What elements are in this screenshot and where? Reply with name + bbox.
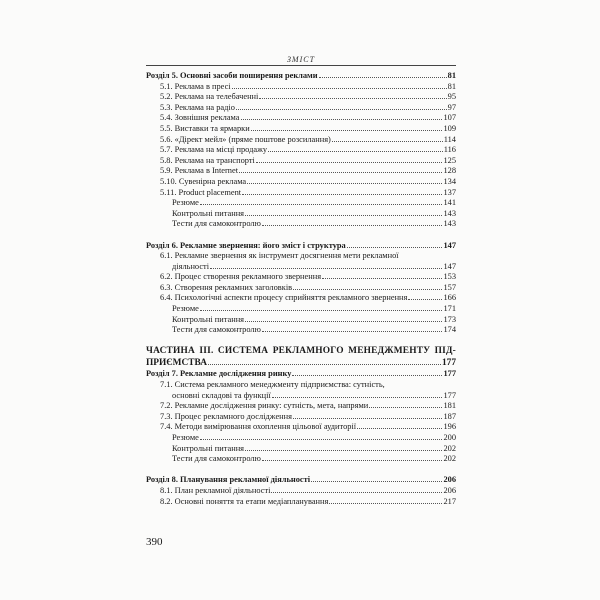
toc-entry-title: 8.1. План рекламної діяльності xyxy=(160,485,271,495)
toc-entry xyxy=(146,198,456,209)
toc-entry xyxy=(146,156,456,167)
toc-entry-title: Резюме xyxy=(172,433,199,442)
toc-entry xyxy=(146,209,456,220)
toc-entry xyxy=(146,103,456,114)
toc-entry-title: 6.2. Процес створення рекламного звернення xyxy=(160,272,322,282)
toc-entry-page: 81 xyxy=(447,71,456,80)
toc-leader-dots xyxy=(241,114,443,120)
toc-entry xyxy=(146,283,456,294)
toc-entry xyxy=(146,444,456,455)
toc-entry xyxy=(146,358,456,370)
toc-leader-dots xyxy=(292,370,442,376)
toc-leader-dots xyxy=(329,498,442,504)
toc-entry-title: Розділ 7. Рекламне дослідження ринку xyxy=(146,369,292,379)
toc-entry-page: 187 xyxy=(443,411,456,421)
toc-entry-title: Тести для самоконтролю xyxy=(172,219,261,229)
toc-entry xyxy=(146,82,456,93)
toc-entry-title: 5.1. Реклама в пресі xyxy=(160,81,231,91)
toc-entry xyxy=(146,293,456,304)
toc-entry-title: 5.4. Зовнішня реклама xyxy=(160,113,240,123)
toc-entry xyxy=(146,188,456,199)
toc-entry-title: 7.4. Методи вимірювання охоплення цільової аудиторії xyxy=(160,422,357,432)
toc-entry-title: діяльності xyxy=(172,261,210,271)
toc-entry xyxy=(146,135,456,146)
toc-spacer xyxy=(146,465,456,476)
toc-spacer xyxy=(146,230,456,241)
toc-leader-dots xyxy=(242,189,442,195)
toc-leader-dots xyxy=(347,241,443,247)
toc-entry xyxy=(146,177,456,188)
toc-leader-dots xyxy=(239,167,442,173)
running-head: ЗМІСТ xyxy=(286,55,316,64)
toc-entry-title: ПРИЄМСТВА xyxy=(146,357,207,368)
toc-entry-page: 116 xyxy=(443,145,456,155)
toc-entry xyxy=(146,272,456,283)
toc-entry-title: основні складові та функції xyxy=(172,390,271,400)
toc-entry xyxy=(146,325,456,336)
toc-entry xyxy=(146,219,456,230)
toc-entry-page: 173 xyxy=(443,314,456,324)
toc-leader-dots xyxy=(251,125,443,131)
toc-entry-page: 166 xyxy=(443,293,456,303)
toc-entry-title: 5.2. Реклама на телебаченні xyxy=(160,92,259,102)
toc-entry-page: 114 xyxy=(443,134,456,144)
toc-entry-title: 7.3. Процес рекламного дослідження xyxy=(160,411,292,421)
toc-entry-page: 141 xyxy=(443,198,456,208)
toc-entry-title: Тести для самоконтролю xyxy=(172,325,261,335)
toc-entry-page: 134 xyxy=(443,176,456,186)
toc-entry-page: 177 xyxy=(443,369,456,379)
toc-entry-page: 143 xyxy=(443,208,456,218)
toc-entry-title: 5.10. Сувенірна реклама xyxy=(160,176,247,186)
toc-leader-dots xyxy=(232,83,447,89)
toc-entry-page: 97 xyxy=(447,102,456,112)
toc-entry-page: 109 xyxy=(443,123,456,133)
toc-entry-title: 5.11. Product placement xyxy=(160,187,242,197)
toc-leader-dots xyxy=(247,178,442,184)
toc-leader-dots xyxy=(268,146,443,152)
toc-entry-title: 7.2. Рекламне дослідження ринку: сутність, мета, напрями xyxy=(160,401,369,411)
toc-entry-title: Тести для самоконтролю xyxy=(172,454,261,464)
toc-entry-page: 137 xyxy=(443,187,456,197)
toc-entry xyxy=(146,475,456,486)
toc-entry xyxy=(146,241,456,252)
toc-entry-title: 8.2. Основні поняття та етапи медіапланування xyxy=(160,496,329,506)
toc-entry xyxy=(146,391,456,402)
toc-entry-page: 107 xyxy=(443,113,456,123)
toc-leader-dots xyxy=(319,72,447,78)
toc-entry xyxy=(146,497,456,508)
toc-leader-dots xyxy=(208,358,441,365)
toc-entry-page: 147 xyxy=(443,261,456,271)
toc-entry-title: 5.5. Виставки та ярмарки xyxy=(160,123,250,133)
toc-entry-title: Контрольні питання xyxy=(172,314,245,324)
toc-entry-page: 206 xyxy=(443,475,456,485)
toc-entry-title: 6.3. Створення рекламних заголовків xyxy=(160,282,293,292)
toc-leader-dots xyxy=(200,305,443,311)
toc-entry-title: 5.9. Реклама в Internet xyxy=(160,166,239,176)
toc-entry xyxy=(146,454,456,465)
toc-entry-page: 181 xyxy=(443,401,456,411)
toc-entry-page: 206 xyxy=(443,485,456,495)
toc-leader-dots xyxy=(262,455,443,461)
toc-entry xyxy=(146,71,456,82)
toc-leader-dots xyxy=(245,210,442,216)
toc-leader-dots xyxy=(236,104,447,110)
toc-entry xyxy=(146,124,456,135)
toc-leader-dots xyxy=(357,423,442,429)
toc-entry-page: 174 xyxy=(443,325,456,335)
page-number: 390 xyxy=(146,536,163,548)
toc-entry-title-line: 7.1. Система рекламного менеджменту підприємства: сутність, xyxy=(160,380,385,390)
toc-entry-title-line: 6.1. Рекламне звернення як інструмент досягнення мети рекламної xyxy=(160,251,399,261)
toc-entry-title: Контрольні питання xyxy=(172,443,245,453)
toc-leader-dots xyxy=(293,284,442,290)
toc-entry-page: 125 xyxy=(443,155,456,165)
toc-entry-title: Резюме xyxy=(172,198,199,208)
toc-entry xyxy=(146,433,456,444)
toc-entry-page: 143 xyxy=(443,219,456,229)
toc-leader-dots xyxy=(245,316,442,322)
toc-entry-page: 177 xyxy=(441,357,456,368)
toc-entry-page: 200 xyxy=(443,433,456,442)
toc-entry-page: 196 xyxy=(443,422,456,432)
toc-entry xyxy=(146,412,456,423)
toc-leader-dots xyxy=(272,392,443,398)
toc-entry-page: 202 xyxy=(443,443,456,453)
toc-leader-dots xyxy=(271,487,442,493)
toc-leader-dots xyxy=(311,476,442,482)
toc-entry-title: 5.7. Реклама на місці продажу xyxy=(160,145,268,155)
toc-entry xyxy=(146,401,456,412)
toc-leader-dots xyxy=(210,263,442,269)
toc-entry-title: Розділ 5. Основні засоби поширення реклами xyxy=(146,71,318,80)
table-of-contents xyxy=(146,71,456,507)
toc-leader-dots xyxy=(408,294,442,300)
toc-leader-dots xyxy=(262,326,443,332)
toc-entry-page: 217 xyxy=(443,496,456,506)
toc-entry-page: 128 xyxy=(443,166,456,176)
toc-leader-dots xyxy=(322,273,442,279)
toc-entry xyxy=(146,113,456,124)
toc-leader-dots xyxy=(200,434,443,440)
toc-leader-dots xyxy=(332,136,443,142)
toc-entry xyxy=(146,166,456,177)
toc-entry-page: 147 xyxy=(443,240,456,250)
toc-entry-title: Резюме xyxy=(172,304,199,314)
toc-entry xyxy=(146,486,456,497)
header-rule xyxy=(146,65,456,66)
toc-leader-dots xyxy=(245,445,442,451)
toc-entry-page: 177 xyxy=(443,390,456,400)
toc-entry xyxy=(146,145,456,156)
part-title: ЧАСТИНА III. СИСТЕМА РЕКЛАМНОГО МЕНЕДЖМЕНТУ ПІД- xyxy=(146,346,456,357)
toc-leader-dots xyxy=(200,199,443,205)
toc-spacer xyxy=(146,336,456,347)
toc-entry-title: Контрольні питання xyxy=(172,208,245,218)
toc-entry-title: 5.6. «Дірект мейл» (пряме поштове розсилання) xyxy=(160,134,331,144)
toc-entry xyxy=(146,262,456,273)
toc-entry xyxy=(146,304,456,315)
toc-entry-title: 5.3. Реклама на радіо xyxy=(160,102,235,112)
toc-entry-title: Розділ 8. Планування рекламної діяльності xyxy=(146,475,311,485)
toc-entry-page: 153 xyxy=(443,272,456,282)
toc-leader-dots xyxy=(293,413,442,419)
toc-leader-dots xyxy=(369,402,442,408)
toc-entry-page: 157 xyxy=(443,282,456,292)
toc-entry-page: 95 xyxy=(447,92,456,102)
toc-entry xyxy=(146,422,456,433)
toc-entry xyxy=(146,92,456,103)
toc-entry xyxy=(146,369,456,380)
toc-entry-page: 202 xyxy=(443,454,456,464)
toc-entry-title: Розділ 6. Рекламне звернення: його зміст і структура xyxy=(146,240,346,250)
toc-entry-page: 81 xyxy=(447,81,456,91)
toc-entry-page: 171 xyxy=(443,304,456,314)
toc-leader-dots xyxy=(262,220,443,226)
toc-entry-title: 6.4. Психологічні аспекти процесу сприйняття рекламного звернення xyxy=(160,293,408,303)
toc-entry-title: 5.8. Реклама на транспорті xyxy=(160,155,255,165)
toc-entry xyxy=(146,315,456,326)
toc-leader-dots xyxy=(259,93,446,99)
toc-leader-dots xyxy=(256,157,443,163)
